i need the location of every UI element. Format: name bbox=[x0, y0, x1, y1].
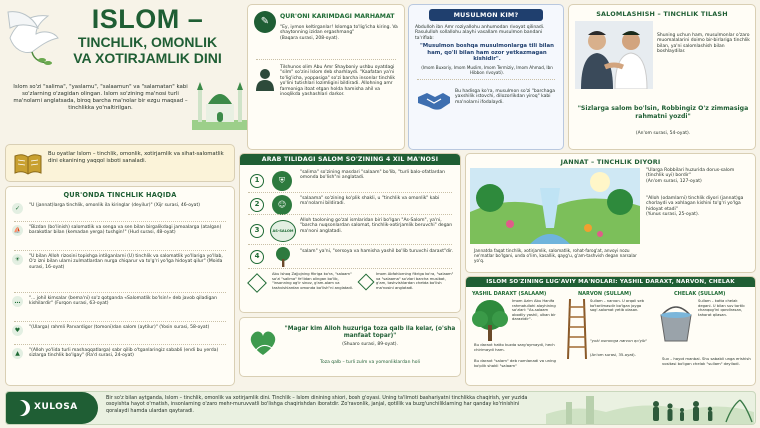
ladder-body: Sullam – narvon. U orqali seb ko'tarilmasdir bo'lgan joyga sog'-salomat yetib olasan. bbox=[590, 299, 644, 313]
paradise-quote-1-text: "Ularga Robbilari huzurida dorus-salom (tinchlik uyi) bordir" bbox=[646, 168, 735, 179]
paradise-caption: Jannatda faqat tinchlik, xotirjamlik, salomatlik, rohat-farog'at, anvoyi nozu ne'matlar bo'lgani, unda o'lim, kasallik, qayg'u, g'am-tashvish degan narsalar yo'q. bbox=[474, 248, 637, 264]
as-salom-badge: AS-SALOM bbox=[270, 220, 296, 242]
quran-item-ref: (Ra'd surasi, 24-oyat) bbox=[85, 353, 134, 359]
paradise-illustration bbox=[470, 168, 640, 244]
tree-body: Imom Azim Abu Hanifa rahmatullohi alayhining so'zlari: "As-salaam obodliy yashil, ulkan bir daraxtdir". bbox=[512, 299, 556, 322]
summary-bar bbox=[5, 391, 756, 425]
greeting-body: Shuning uchun ham, musulmonlar o'zaro muomalalarini doimo bir-birlariga tinchlik bilan, ya'ni salomlashish bilan boshlaydilar. bbox=[657, 33, 750, 55]
title-line-3: VA XOTIRJAMLIK DINI bbox=[73, 50, 222, 66]
muslim-body: Abdulloh ibn Amr roziyallohu anhumodan rivoyat qilinadi. Rasululloh sollallohu alayhi vasallam musulmon bandani ta'riflab: bbox=[415, 25, 545, 41]
quran-item-text: "(Alloh yo'lida turli mashaqqatlarga) sabr qilib o'tganlaringiz sababli (endi bu yerda) sizlarga tinchlik bo'lgay" bbox=[29, 348, 219, 359]
book-icon bbox=[14, 153, 42, 175]
muslim-heading: MUSULMON KIM? bbox=[429, 9, 543, 21]
meaning-text: "salaama" so'zining ko'plik shakli, u "tinchlik va omonlik" kabi ma'nolarni bildiradi. bbox=[300, 196, 440, 207]
intro-text: Islom so'zi "salima", "yaslamu", "salaamun" va "salamatan" kabi so'zlarning o'zagidan olingan. Islom so'zining ma'nosi turli ma'nolarni anglatsada, biroq barcha ma'nolar bir ezgu maqsad – tinchlikka yo'naltirilgan. bbox=[13, 84, 188, 111]
bucket-body: Sullam – katta chelak degani. U bilan suv tortib chanqog'ini qondirasan, tahorat qilasan. bbox=[698, 299, 745, 317]
meaning-number: 1 bbox=[250, 174, 264, 188]
paradise-quote-1-ref: (An'om surasi, 127-oyat) bbox=[646, 178, 702, 184]
bucket-illustration bbox=[656, 303, 696, 343]
quran-peace-heading: QUR'ONDA TINCHLIK HAQIDA bbox=[63, 191, 177, 199]
book-note-card bbox=[5, 144, 235, 182]
meanings-card bbox=[465, 276, 756, 386]
quran-item bbox=[12, 254, 228, 270]
big-tree-illustration bbox=[470, 299, 510, 341]
arabic-meanings-heading: ARAB TILIDAGI SALOM SO'ZINING 4 XIL MA'NOSI bbox=[240, 154, 460, 165]
quran-item-ref: (Yosin surasi, 58-oyat) bbox=[159, 325, 210, 330]
paradise-quote-2-text: "Alloh (odamlarni) tinchlik diyori (jannat)ga chorlaydi va xohlagan kishini to'g'ri yo'lga hidoyat etadi" bbox=[646, 196, 744, 212]
heart-hands-icon: ♥ bbox=[12, 325, 23, 336]
quran-item bbox=[12, 225, 228, 236]
meaning-number: 3 bbox=[250, 224, 264, 238]
paradise-heading: JANNAT – TINCHLIK DIYORI bbox=[560, 158, 661, 166]
quran-item-text: "(Ularga) rahmli Parvardigor (tomoni)dan salom (aytilur)" bbox=[29, 325, 158, 330]
meaning-number: 2 bbox=[250, 198, 264, 212]
title-line-1: ISLOM – bbox=[91, 4, 204, 34]
ladder-title: NARVON (SULLAM) bbox=[578, 291, 632, 297]
ladder-illustration bbox=[566, 299, 588, 359]
greeting-ref: (An'om surasi, 54-oyat). bbox=[635, 131, 691, 136]
light-icon: ☀ bbox=[12, 254, 23, 265]
quran-item bbox=[12, 348, 228, 359]
muslim-card bbox=[408, 4, 564, 150]
speech-icon: … bbox=[12, 296, 23, 307]
meaning-text: Alloh taoloning go'zal ismlaridan biri bo'lgan "As-Salom", ya'ni, "barcha nuqsonlardan salomat, tinchlik-xotirjamlik beruvchi" degan ma'noni anglatadi. bbox=[300, 218, 453, 234]
quran-item bbox=[12, 296, 228, 307]
mercy-card bbox=[247, 4, 405, 150]
mercy-quote bbox=[280, 25, 400, 41]
quran-item bbox=[12, 203, 228, 214]
page-title bbox=[60, 6, 235, 65]
mercy-quote-ref: (Baqara surasi, 208-oyat). bbox=[280, 35, 339, 41]
crescent-icon bbox=[14, 400, 30, 416]
greeting-heading: SALOMLASHISH – TINCHLIK TILASH bbox=[596, 10, 728, 18]
quran-item-text: "U (jannat)larga tinchlik, omonlik ila kiringlar (deyilur)" bbox=[29, 203, 153, 208]
summary-badge bbox=[6, 392, 98, 424]
heart-icon bbox=[248, 328, 278, 358]
bucket-title: CHELAK (SULLAM) bbox=[674, 291, 726, 297]
muslim-quote: "Musulmon boshqa musulmonlarga tili bilan ham, qo'li bilan ham ozor yetkazmagan kishidir". bbox=[420, 43, 554, 63]
greeting-quote: "Sizlarga salom bo'lsin, Robbingiz O'z zimmasiga rahmatni yozdi" bbox=[577, 105, 749, 120]
heart-note: Toza qalb – turli zulm va yomonliklardan holi bbox=[320, 360, 420, 365]
heart-quote: "Magar kim Alloh huzuriga toza qalb ila kelar, (o'sha manfaat topar)" bbox=[284, 326, 456, 340]
tree-foot-2: Bu daraxt "salam" deb nomlanadi va uning ko'plik shakli "salaam" bbox=[474, 358, 556, 368]
arabic-meanings-card bbox=[239, 153, 461, 313]
ornament-icon bbox=[358, 274, 375, 291]
mercy-body: Tilshunos olim Abu Amr Shayboniy ushbu oyatdagi "silm" so'zini Islom deb sharhlaydi. "Kaafatan ya'ni to'lig'icha, yoppasiga" so'zi barcha insonlar tinchlik yo'lini tutishlari lozimligini bildiradi. Allohning amr farmoniga itoat etgan holda hamisha ahil va inoqlikda yashashlari darkor. bbox=[280, 65, 396, 98]
bucket-foot: Suv – hayot manbai. Shu sababli unga erishish vositasi bo'lgan chelak "sullam" deyiladi. bbox=[662, 356, 751, 366]
mountain-icon: ▲ bbox=[12, 348, 23, 359]
quran-item-ref: (Xijr surasi, 46-oyat) bbox=[153, 203, 200, 208]
quran-item-ref: (Furqon surasi, 63-oyat) bbox=[54, 301, 109, 307]
greeting-card bbox=[568, 4, 756, 150]
scholar-icon bbox=[254, 67, 276, 91]
quran-item-text: "Bizdan (bo'linish) salomatlik va senga va sen bilan birgalikdagi jamoalarga (atalgan) barakotlar bilan (kemadan yerga) tushgin!" bbox=[29, 225, 222, 236]
tree-title: YASHIL DARAXT (SALAAM) bbox=[472, 291, 547, 297]
tree-foot: Bu daraxt hatto kuzda sarg'aymaydi, hech chirimaydi ham. bbox=[474, 342, 555, 352]
quran-item-ref: (Hud surasi, 48-oyat) bbox=[127, 230, 176, 236]
muslim-note: Bu hadisga ko'ra, musulmon so'zi "barchaga yaxshilik istovchi, dilozorlikdan yiroq" kabi ma'nolarni ifodalaydi. bbox=[455, 89, 555, 105]
ornament-icon bbox=[247, 273, 267, 293]
shield-check-icon: ✓ bbox=[12, 203, 23, 214]
summary-label: XULOSA bbox=[34, 402, 78, 412]
arabic-note-left: Abu Ishoq Zajjojning fikriga ko'ra, "salaam" so'zi "salima" fe'lidan olingan bo'lib, "insonning og'ir sinov, g'am-alam va tashvishlardan omonda bo'lish"ni anglatadi. bbox=[272, 272, 354, 290]
quran-item-ref: (Moida surasi, 16-oyat) bbox=[29, 259, 223, 270]
meanings-heading: ISLOM SO'ZINING LUG'AVIY MA'NOLARI: YASHIL DARAXT, NARVON, CHELAK bbox=[466, 277, 755, 287]
tree-icon bbox=[272, 246, 294, 268]
ship-icon: ⛵ bbox=[13, 227, 22, 234]
paradise-card bbox=[465, 153, 756, 273]
two-men-illustration bbox=[575, 21, 653, 89]
muslim-ref: (Imom Buxoriy, Imom Muslim, Imom Termiziy, Imom Ahmad, Ibn Hibbon rivoyati). bbox=[421, 65, 553, 75]
handshake-icon bbox=[417, 89, 451, 113]
shield-icon: ⛨ bbox=[272, 171, 292, 191]
quran-book-icon: ✎ bbox=[254, 11, 276, 33]
quran-peace-card bbox=[5, 186, 235, 386]
book-note-text: Bu oyatlar Islom – tinchlik, omonlik, xotirjamlik va sihat-salomatlik dini ekanining yaqqol isboti sanaladi. bbox=[48, 151, 224, 164]
dove-illustration bbox=[2, 2, 62, 74]
paradise-quote-2-ref: (Yunus surasi, 25-oyat). bbox=[646, 212, 700, 218]
people-icon: ☺ bbox=[272, 195, 292, 215]
arabic-note-right: Imom Abfahlorning fikriga ko'ra, "salaam" va "salaama" so'zlari barcha musibat, g'am, tashvishlardan chetda bo'lish ma'nosini anglatadi. bbox=[376, 272, 454, 290]
mercy-quote-text: "Ey, iymon keltirganlar! Islomga to'lig'icha kiring. Va shaytonning izidan ergashmang" bbox=[280, 25, 398, 36]
ladder-ref: (An'om surasi, 35-oyat). bbox=[590, 352, 636, 357]
quran-item-text: "... johil kimsalar (bema'ni) so'z qotganda «Salomatlik bo'lsin!» deb javob qiladigan kishilardir" bbox=[29, 296, 217, 307]
paradise-quote-1 bbox=[646, 168, 752, 184]
ladder-quote: "yoki osmonga narvon qo'yib" bbox=[590, 338, 648, 343]
heart-ref: (Shuaro surasi, 89-oyat). bbox=[342, 342, 398, 347]
mosque-illustration bbox=[192, 76, 248, 130]
title-line-2: TINCHLIK, OMONLIK bbox=[77, 34, 218, 50]
family-illustration bbox=[546, 392, 754, 424]
pure-heart-card bbox=[239, 317, 461, 377]
meaning-number: 4 bbox=[250, 250, 264, 264]
summary-text: Bir so'z bilan aytganda, Islom – tinchlik, omonlik va xotirjamlik dini. Tinchlik – Islom dinining shiori, bosh g'oyasi. Uning ta'limoti bashariyatni tinchlikka chaqirish, yer yuzida osoyishta hayot o'rnatish, insonlarning o'zaro mehr-muruvvatli bo'lishga chaqirishdan iboratdir. Zo'ravonlik, janjal, qotillik va buzg'unchiliklarning har qanday ko'rinishini qoralaydi hamda ulardan qaytaradi. bbox=[106, 395, 528, 414]
paradise-quote-2 bbox=[646, 196, 752, 218]
meaning-text: "salima" so'zining masdari "salaam" bo'lib, "turli balo-ofatlardan omonda bo'lish"ni anglatadi. bbox=[300, 170, 445, 181]
quran-item-text: "U bilan Alloh rizosini topishga intilganlarni (U) tinchlik va salomatlik yo'llariga yo'llab, O'z izni bilan ularni zulmatlardan nurga chiqarur va to'g'ri yo'lga hidoyat qilur" bbox=[29, 254, 223, 265]
mercy-heading: QUR'ONI KARIMDAGI MARHAMAT bbox=[280, 13, 395, 20]
meaning-text: "salam" ya'ni, "sersoya va hamisha yashil bo'lib turuvchi daraxt"dir. bbox=[300, 249, 454, 254]
quran-item bbox=[12, 325, 228, 336]
